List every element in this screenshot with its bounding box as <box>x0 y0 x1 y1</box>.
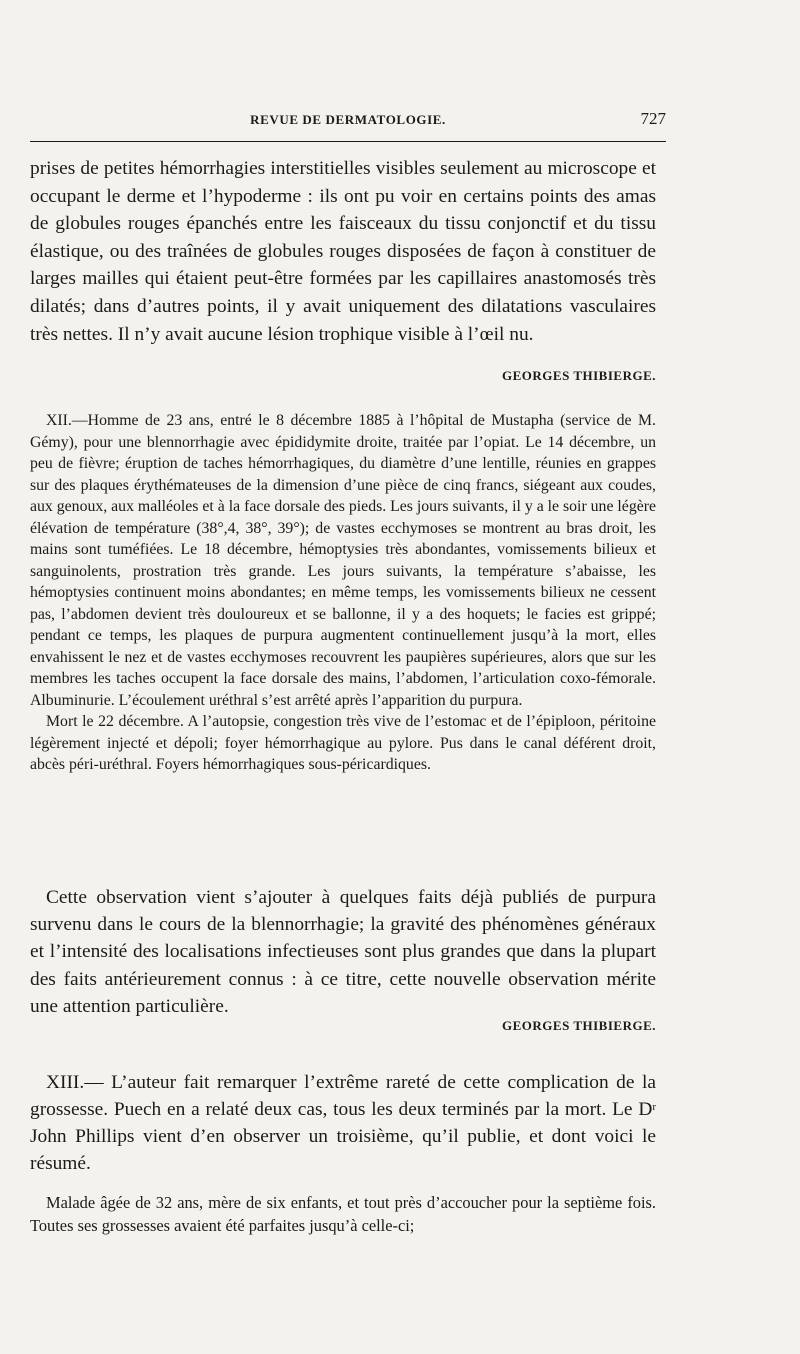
author-signature-2: GEORGES THIBIERGE. <box>502 1018 656 1033</box>
case-xiii-intro <box>30 1069 656 1177</box>
running-title: REVUE DE DERMATOLOGIE. <box>250 112 446 127</box>
doctor-abbrev-sup: r <box>652 1101 656 1113</box>
case-xiii-summary: Malade âgée de 32 ans, mère de six enfants, et tout près d’accoucher pour la septième fois. Toutes ses grossesses avaient été parfaites jusqu’à celle-ci; <box>30 1193 656 1235</box>
case-xii-observation: XII.—Homme de 23 ans, entré le 8 décembre 1885 à l’hôpital de Mustapha (service de M. Gémy), pour une blennorrhagie avec épididymite droite, traitée par l’opiat. Le 14 décembre, un peu de fièvre; éruption de taches hémorrhagiques, du diamètre d’une lentille, réunies en grappes sur des plaques érythémateuses de la dimension d’une pièce de cinq francs, siégeant aux coudes, aux genoux, aux malléoles et à la face dorsale des pieds. Les jours suivants, il y a le soir une légère élévation de température (38°,4, 38°, 39°); de vastes ecchymoses se montrent au bras droit, les mains sont tuméfiées. Le 18 décembre, hémoptysies très abondantes, vomissements bilieux et sanguinolents, prostration très grande. Les jours suivants, la température s’abaisse, les hémoptysies continuent moins abondantes; en même temps, les vomissements bilieux ne cessent pas, l’abdomen devient très douloureux et se ballonne, il y a des hoquets; le facies est grippé; pendant ce temps, les plaques de purpura augmentent continuellement jusqu’à la mort, elles envahissent le nez et de vastes ecchymoses recouvrent les paupières supérieures, alors que sur les membres les taches occupent la face dorsale des mains, l’abdomen, l’articulation coxo-fémorale. Albuminurie. L’écoulement uréthral s’est arrêté après l’apparition du purpura. <box>30 412 656 709</box>
page-number: 727 <box>640 109 666 128</box>
author-signature-1: GEORGES THIBIERGE. <box>502 368 656 383</box>
paragraph-histology: prises de petites hémorrhagies interstitielles visibles seulement au microscope et occupant le derme et l’hypoderme : ils ont pu voir en certains points des amas de globules rouges épanchés entre les faisceaux du tissu conjonctif et du tissu élastique, ou des traînées de globules rouges disposées de façon à constituer de larges mailles qui étaient peut-être formées par les capillaires anastomosés très dilatés; dans d’autres points, il y avait uniquement des dilatations vasculaires très nettes. Il n’y avait aucune lésion trophique visible à l’œil nu. <box>30 158 656 345</box>
case-xiii-text-a: XIII.— L’auteur fait remarquer l’extrême rareté de cette complication de la grossesse. Puech en a relaté deux cas, tous les deux terminés par la mort. Le D <box>30 1072 656 1120</box>
case-xiii-text-b: John Phillips vient d’en observer un troisième, qu’il publie, et dont voici le résumé. <box>30 1126 656 1174</box>
paragraph-commentary: Cette observation vient s’ajouter à quelques faits déjà publiés de purpura survenu dans le cours de la blennorrhagie; la gravité des phénomènes généraux et l’intensité des localisations infectieuses sont plus grandes que dans la plupart des faits antérieurement connus : à ce titre, cette nouvelle observation mérite une attention particulière. <box>30 887 656 1017</box>
case-xii <box>30 410 656 776</box>
case-xii-autopsy: Mort le 22 décembre. A l’autopsie, congestion très vive de l’estomac et de l’épiploon, péritoine légèrement injecté et dépoli; foyer hémorrhagique au pylore. Pus dans le canal déférent droit, abcès péri-uréthral. Foyers hémorrhagiques sous-péricardiques. <box>30 713 656 773</box>
page-header <box>30 109 666 134</box>
header-rule <box>30 141 666 142</box>
